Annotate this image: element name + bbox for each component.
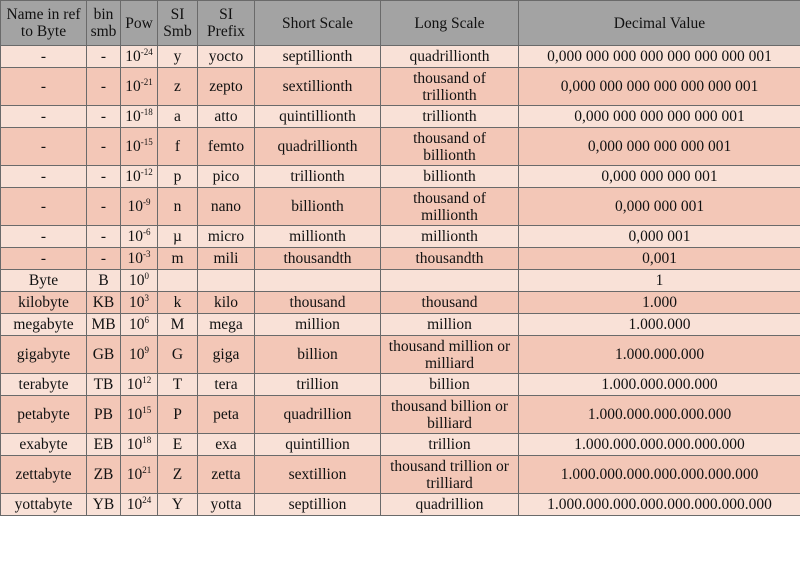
cell-si-prefix: kilo <box>198 292 255 314</box>
power-base: 10 <box>129 272 145 289</box>
table-row <box>1 396 800 434</box>
cell-bin-symbol: - <box>87 188 121 226</box>
cell-bin-symbol: GB <box>87 336 121 374</box>
col-header-short-scale: Short Scale <box>255 1 381 46</box>
power-exponent: -12 <box>140 167 153 177</box>
cell-si-prefix: zepto <box>198 68 255 106</box>
cell-si-symbol: E <box>158 434 198 456</box>
cell-name: Byte <box>1 270 87 292</box>
cell-short-scale <box>255 270 381 292</box>
cell-short-scale: millionth <box>255 226 381 248</box>
table-body <box>1 46 800 516</box>
cell-long-scale: thousandth <box>381 248 519 270</box>
cell-si-prefix: mega <box>198 314 255 336</box>
cell-name: kilobyte <box>1 292 87 314</box>
cell-name: terabyte <box>1 374 87 396</box>
cell-decimal-value: 1.000 <box>519 292 800 314</box>
cell-short-scale: quadrillionth <box>255 128 381 166</box>
cell-bin-symbol: YB <box>87 494 121 516</box>
cell-decimal-value: 0,001 <box>519 248 800 270</box>
table-row <box>1 292 800 314</box>
cell-bin-symbol: - <box>87 166 121 188</box>
cell-name: megabyte <box>1 314 87 336</box>
header-row <box>1 1 800 46</box>
cell-si-symbol: G <box>158 336 198 374</box>
cell-short-scale: quintillion <box>255 434 381 456</box>
col-header-long-scale: Long Scale <box>381 1 519 46</box>
cell-long-scale <box>381 456 519 494</box>
cell-short-scale: sextillion <box>255 456 381 494</box>
power-base: 10 <box>125 48 141 65</box>
power-exponent: 12 <box>142 375 152 385</box>
cell-short-scale: quadrillion <box>255 396 381 434</box>
power-base: 10 <box>126 376 143 393</box>
cell-decimal-value: 0,000 000 000 000 000 000 000 001 <box>519 46 800 68</box>
cell-bin-symbol: PB <box>87 396 121 434</box>
long-scale-text: thousand million or milliard <box>388 337 511 372</box>
cell-si-symbol: Z <box>158 456 198 494</box>
cell-si-symbol: Y <box>158 494 198 516</box>
power-base: 10 <box>125 78 141 95</box>
cell-si-prefix: atto <box>198 106 255 128</box>
cell-power <box>121 166 158 188</box>
cell-power <box>121 188 158 226</box>
long-scale-text: thousand of millionth <box>413 189 486 224</box>
cell-si-prefix: pico <box>198 166 255 188</box>
cell-bin-symbol: - <box>87 68 121 106</box>
cell-power <box>121 248 158 270</box>
power-base: 10 <box>125 108 141 125</box>
cell-si-symbol: m <box>158 248 198 270</box>
cell-long-scale <box>381 128 519 166</box>
cell-si-prefix: micro <box>198 226 255 248</box>
long-scale-text: thousand of billionth <box>413 129 486 164</box>
cell-si-symbol: M <box>158 314 198 336</box>
cell-power <box>121 434 158 456</box>
power-base: 10 <box>129 316 145 333</box>
power-base: 10 <box>129 294 145 311</box>
cell-power <box>121 456 158 494</box>
power-exponent: 3 <box>144 293 149 303</box>
cell-si-prefix: yocto <box>198 46 255 68</box>
cell-si-symbol: p <box>158 166 198 188</box>
cell-decimal-value: 0,000 000 001 <box>519 188 800 226</box>
cell-long-scale <box>381 396 519 434</box>
cell-si-symbol: y <box>158 46 198 68</box>
cell-si-symbol: n <box>158 188 198 226</box>
power-exponent: 0 <box>144 271 149 281</box>
cell-long-scale: million <box>381 314 519 336</box>
table-row <box>1 374 800 396</box>
cell-si-symbol: T <box>158 374 198 396</box>
power-exponent: -18 <box>140 107 153 117</box>
cell-name: zettabyte <box>1 456 87 494</box>
cell-name: petabyte <box>1 396 87 434</box>
table-row <box>1 270 800 292</box>
power-exponent: -3 <box>143 249 151 259</box>
col-header-name: Name in ref to Byte <box>1 1 87 46</box>
cell-name: - <box>1 188 87 226</box>
cell-power <box>121 292 158 314</box>
cell-short-scale: billion <box>255 336 381 374</box>
cell-si-prefix: zetta <box>198 456 255 494</box>
cell-bin-symbol: ZB <box>87 456 121 494</box>
cell-short-scale: sextillionth <box>255 68 381 106</box>
cell-name: gigabyte <box>1 336 87 374</box>
cell-si-symbol: f <box>158 128 198 166</box>
table-row <box>1 128 800 166</box>
cell-long-scale: billion <box>381 374 519 396</box>
cell-bin-symbol: - <box>87 128 121 166</box>
cell-name: - <box>1 226 87 248</box>
table-row <box>1 314 800 336</box>
cell-decimal-value: 0,000 000 000 001 <box>519 166 800 188</box>
cell-decimal-value: 1.000.000.000.000.000 <box>519 396 800 434</box>
cell-decimal-value: 1.000.000.000.000 <box>519 374 800 396</box>
cell-decimal-value: 1.000.000.000.000.000.000.000.000 <box>519 494 800 516</box>
power-exponent: 6 <box>144 315 149 325</box>
cell-power <box>121 68 158 106</box>
cell-si-symbol: z <box>158 68 198 106</box>
cell-si-prefix: tera <box>198 374 255 396</box>
power-exponent: -9 <box>143 197 151 207</box>
table-row <box>1 188 800 226</box>
cell-long-scale: thousand <box>381 292 519 314</box>
cell-short-scale: thousandth <box>255 248 381 270</box>
cell-short-scale: trillionth <box>255 166 381 188</box>
cell-bin-symbol: MB <box>87 314 121 336</box>
cell-long-scale: quadrillion <box>381 494 519 516</box>
cell-bin-symbol: KB <box>87 292 121 314</box>
cell-name: - <box>1 46 87 68</box>
col-header-si-symbol: SI Smb <box>158 1 198 46</box>
cell-long-scale: trillion <box>381 434 519 456</box>
power-exponent: 9 <box>144 345 149 355</box>
power-exponent: 18 <box>142 435 152 445</box>
power-base: 10 <box>126 436 143 453</box>
table-row <box>1 106 800 128</box>
power-exponent: -24 <box>140 47 153 57</box>
cell-long-scale: millionth <box>381 226 519 248</box>
cell-short-scale: trillion <box>255 374 381 396</box>
cell-short-scale: quintillionth <box>255 106 381 128</box>
cell-power <box>121 128 158 166</box>
cell-si-prefix: exa <box>198 434 255 456</box>
cell-decimal-value: 1.000.000 <box>519 314 800 336</box>
power-exponent: 21 <box>142 465 152 475</box>
cell-power <box>121 374 158 396</box>
cell-decimal-value: 1.000.000.000.000.000.000.000 <box>519 456 800 494</box>
power-base: 10 <box>126 466 143 483</box>
cell-bin-symbol: TB <box>87 374 121 396</box>
cell-long-scale <box>381 68 519 106</box>
table-row <box>1 456 800 494</box>
power-base: 10 <box>127 228 143 245</box>
cell-power <box>121 270 158 292</box>
cell-si-symbol: P <box>158 396 198 434</box>
power-exponent: -6 <box>143 227 151 237</box>
cell-decimal-value: 0,000 000 000 000 000 000 001 <box>519 68 800 106</box>
power-exponent: -15 <box>140 137 153 147</box>
cell-long-scale: trillionth <box>381 106 519 128</box>
long-scale-text: thousand trillion or trilliard <box>390 457 509 492</box>
cell-decimal-value: 0,000 000 000 000 000 001 <box>519 106 800 128</box>
cell-bin-symbol: - <box>87 226 121 248</box>
table-row <box>1 68 800 106</box>
cell-bin-symbol: B <box>87 270 121 292</box>
cell-decimal-value: 0,000 001 <box>519 226 800 248</box>
power-base: 10 <box>127 198 143 215</box>
power-exponent: -21 <box>140 77 153 87</box>
col-header-si-prefix: SI Prefix <box>198 1 255 46</box>
cell-long-scale: billionth <box>381 166 519 188</box>
cell-si-prefix: mili <box>198 248 255 270</box>
table-row <box>1 226 800 248</box>
col-header-decimal: Decimal Value <box>519 1 800 46</box>
power-exponent: 24 <box>142 495 152 505</box>
cell-si-symbol: a <box>158 106 198 128</box>
cell-long-scale: quadrillionth <box>381 46 519 68</box>
cell-bin-symbol: EB <box>87 434 121 456</box>
col-header-bin: bin smb <box>87 1 121 46</box>
cell-bin-symbol: - <box>87 106 121 128</box>
power-base: 10 <box>127 250 143 267</box>
cell-short-scale: billionth <box>255 188 381 226</box>
table-row <box>1 166 800 188</box>
cell-long-scale <box>381 336 519 374</box>
table-row <box>1 46 800 68</box>
cell-name: - <box>1 248 87 270</box>
cell-name: - <box>1 166 87 188</box>
cell-si-symbol: µ <box>158 226 198 248</box>
cell-decimal-value: 1 <box>519 270 800 292</box>
power-base: 10 <box>126 496 143 513</box>
cell-power <box>121 106 158 128</box>
cell-long-scale <box>381 188 519 226</box>
long-scale-text: thousand billion or billiard <box>390 397 509 432</box>
cell-long-scale <box>381 270 519 292</box>
cell-power <box>121 46 158 68</box>
cell-decimal-value: 1.000.000.000.000.000.000 <box>519 434 800 456</box>
cell-name: exabyte <box>1 434 87 456</box>
cell-bin-symbol: - <box>87 248 121 270</box>
cell-short-scale: thousand <box>255 292 381 314</box>
cell-si-symbol <box>158 270 198 292</box>
cell-decimal-value: 0,000 000 000 000 001 <box>519 128 800 166</box>
cell-si-prefix <box>198 270 255 292</box>
table-row <box>1 434 800 456</box>
cell-si-prefix: nano <box>198 188 255 226</box>
cell-si-symbol: k <box>158 292 198 314</box>
cell-name: - <box>1 128 87 166</box>
col-header-pow: Pow <box>121 1 158 46</box>
cell-short-scale: septillion <box>255 494 381 516</box>
cell-bin-symbol: - <box>87 46 121 68</box>
cell-name: yottabyte <box>1 494 87 516</box>
power-base: 10 <box>129 346 145 363</box>
power-exponent: 15 <box>142 405 152 415</box>
cell-power <box>121 336 158 374</box>
cell-name: - <box>1 68 87 106</box>
cell-power <box>121 396 158 434</box>
cell-short-scale: septillionth <box>255 46 381 68</box>
cell-power <box>121 494 158 516</box>
power-base: 10 <box>126 406 143 423</box>
cell-si-prefix: yotta <box>198 494 255 516</box>
cell-si-prefix: femto <box>198 128 255 166</box>
cell-name: - <box>1 106 87 128</box>
cell-si-prefix: peta <box>198 396 255 434</box>
table-row <box>1 248 800 270</box>
cell-power <box>121 314 158 336</box>
cell-decimal-value: 1.000.000.000 <box>519 336 800 374</box>
table-row <box>1 336 800 374</box>
cell-short-scale: million <box>255 314 381 336</box>
table-row <box>1 494 800 516</box>
cell-si-prefix: giga <box>198 336 255 374</box>
power-base: 10 <box>125 138 141 155</box>
cell-power <box>121 226 158 248</box>
power-base: 10 <box>125 168 141 185</box>
long-scale-text: thousand of trillionth <box>413 69 486 104</box>
